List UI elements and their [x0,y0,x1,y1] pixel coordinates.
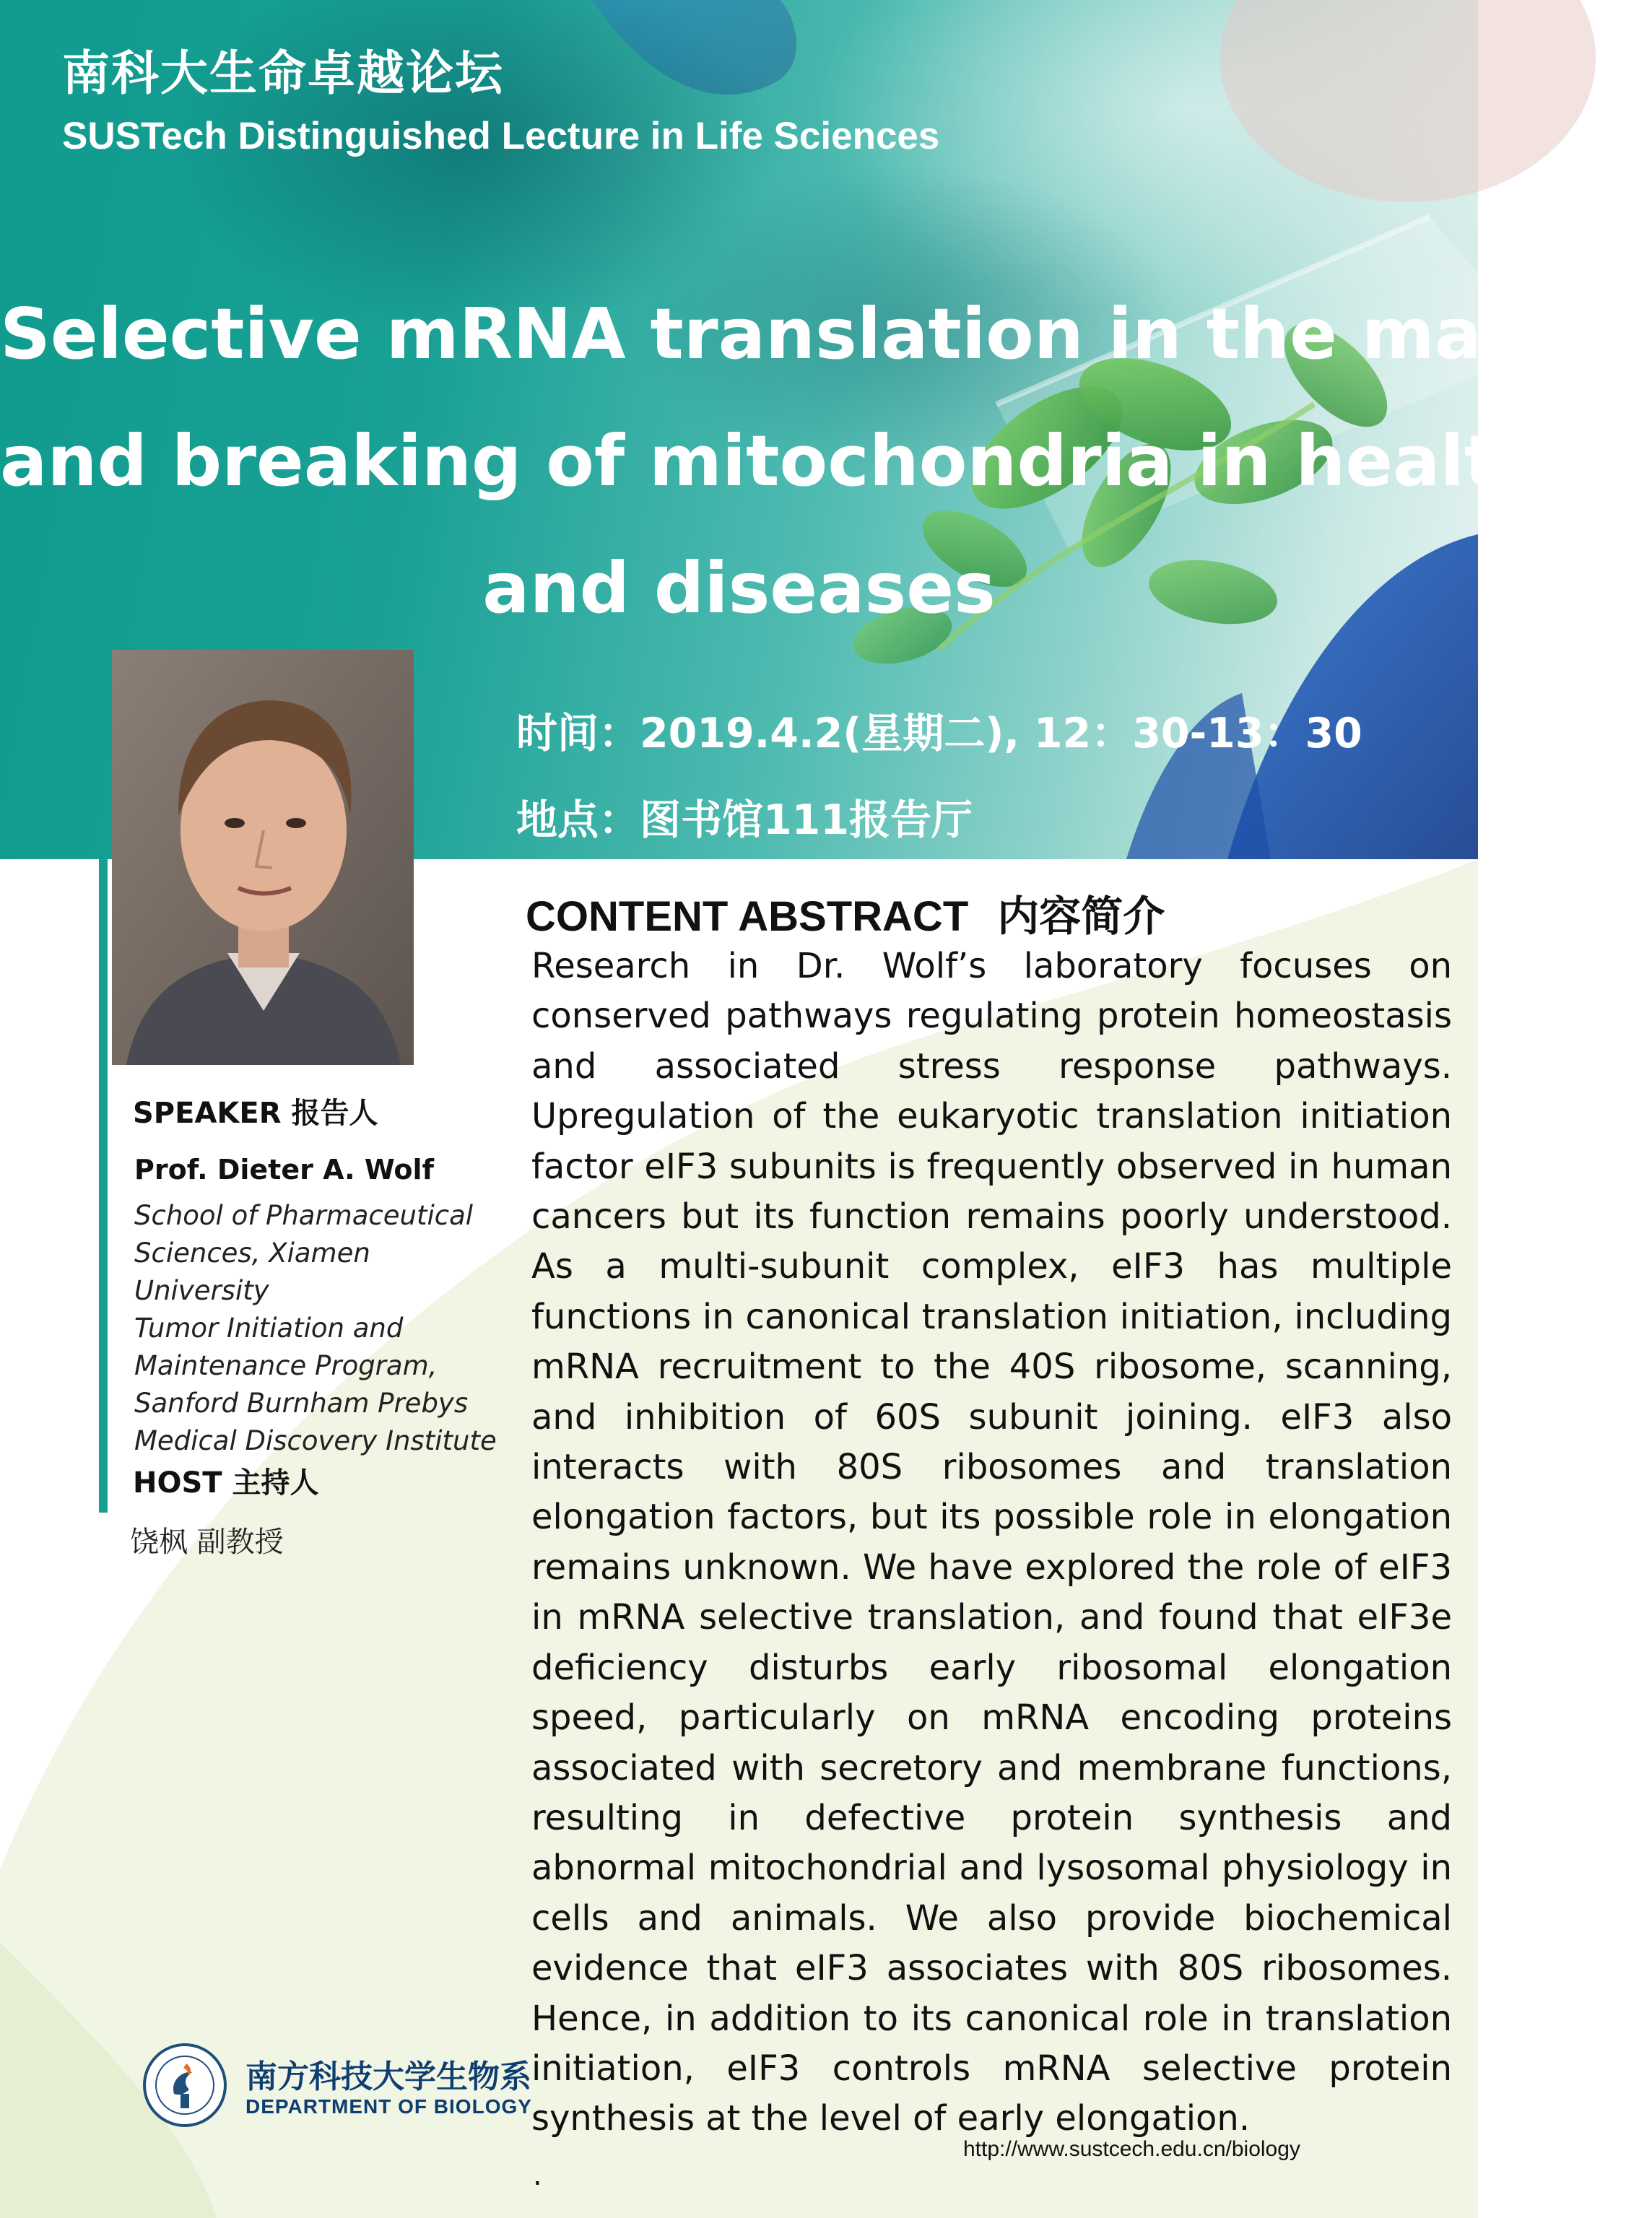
affiliation-line: Sanford Burnham Prebys [134,1388,469,1419]
university-seal-icon [142,2042,228,2128]
affiliation-line: Medical Discovery Institute [134,1425,497,1456]
department-name-en: DEPARTMENT OF BIOLOGY [245,2095,532,2118]
host-label: HOST 主持人 [133,1466,319,1500]
affiliation-line: Tumor Initiation and [134,1313,404,1344]
event-time: 时间：2019.4.2(星期二), 12：30-13：30 [516,710,1362,757]
speaker-label: SPEAKER 报告人 [133,1097,378,1130]
speaker-accent-bar [99,859,108,1513]
speaker-affiliation [134,1197,510,1460]
speaker-name: Prof. Dieter A. Wolf [134,1154,435,1186]
host-name: 饶枫 副教授 [130,1526,284,1559]
speaker-photo-image [112,650,414,1065]
abstract-heading [526,882,1165,943]
lecture-title-line: and diseases [482,547,996,629]
abstract-heading-en: CONTENT ABSTRACT [526,893,969,940]
speaker-photo [112,650,414,1065]
affiliation-line: Maintenance Program, [134,1350,438,1381]
event-place: 地点：图书馆111报告厅 [516,796,973,844]
series-title-en: SUSTech Distinguished Lecture in Life Sciences [62,115,940,157]
department-url: http://www.sustcech.edu.cn/biology [963,2137,1300,2161]
lecture-title [0,271,1652,652]
trailing-dot: . [533,2159,542,2192]
abstract-text: Research in Dr. Wolf’s laboratory focuses on conserved pathways regulating protein homeostasis and associated stress response pathways. Upregulation of the eukaryotic translation initiation factor eIF3 subunits is frequently observed in human cancers but its function remains poorly understood. As a multi-subunit complex, eIF3 has multiple functions in canonical translation initiation, including mRNA recruitment to the 40S ribosome, scanning, and inhibition of 60S subunit joining. eIF3 also interacts with 80S ribosomes and translation elongation factors, but its possible role in elongation remains unknown. We have explored the role of eIF3 in mRNA selective translation, and found that eIF3e deficiency disturbs early ribosomal elongation speed, particularly on mRNA encoding proteins associated with secretory and membrane functions, resulting in defective protein synthesis and abnormal mitochondrial and lysosomal physiology in cells and animals. We also provide biochemical evidence that eIF3 associates with 80S ribosomes. Hence, in addition to its canonical role in translation initiation, eIF3 controls mRNA selective protein synthesis at the level of early elongation. [531,946,1452,2139]
abstract-heading-cn: 内容简介 [997,892,1165,941]
department-name-cn: 南方科技大学生物系 [245,2058,531,2095]
affiliation-line: School of Pharmaceutical [134,1200,474,1231]
series-title-cn: 南科大生命卓越论坛 [62,45,504,101]
affiliation-line: Sciences, Xiamen University [134,1238,370,1306]
lecture-title-line: Selective mRNA translation in the making [0,293,1652,375]
lecture-title-line: and breaking of mitochondria in health [0,420,1548,502]
